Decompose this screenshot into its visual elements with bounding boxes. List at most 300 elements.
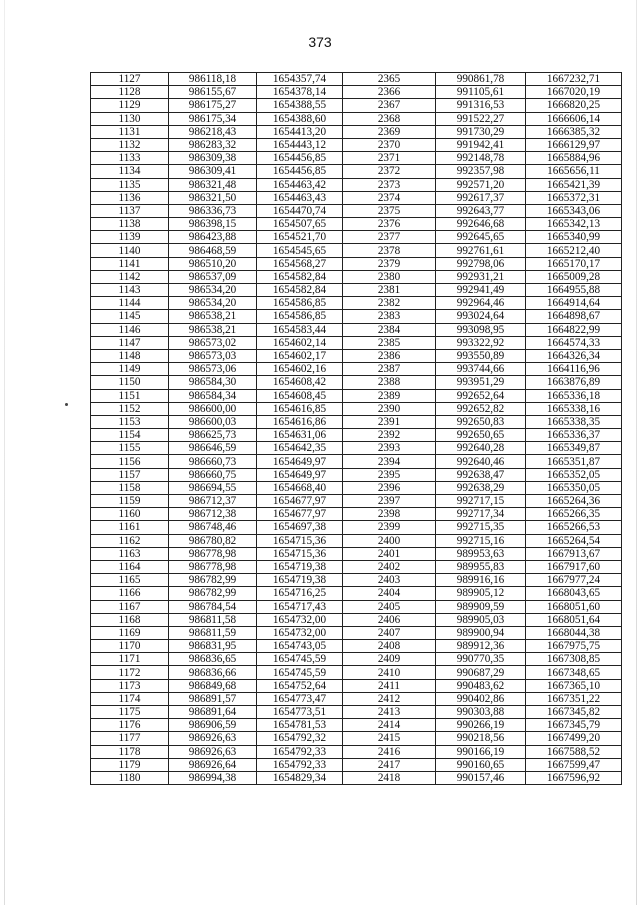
y-coordinate-left-cell: 1654602,16 [257, 363, 343, 376]
x-coordinate-left-cell: 986309,38 [169, 152, 257, 165]
x-coordinate-right-cell: 992715,16 [436, 534, 526, 547]
scan-edge-left [4, 0, 5, 905]
x-coordinate-right-cell: 993951,29 [436, 376, 526, 389]
point-number-left-cell: 1135 [91, 178, 169, 191]
table-row [91, 178, 622, 191]
y-coordinate-right-cell: 1666820,25 [526, 99, 622, 112]
x-coordinate-right-cell: 992617,37 [436, 191, 526, 204]
x-coordinate-left-cell: 986573,02 [169, 336, 257, 349]
table-row [91, 270, 622, 283]
x-coordinate-right-cell: 989905,12 [436, 587, 526, 600]
y-coordinate-right-cell: 1665266,53 [526, 521, 622, 534]
table-row [91, 468, 622, 481]
x-coordinate-left-cell: 986625,73 [169, 429, 257, 442]
y-coordinate-right-cell: 1667917,60 [526, 560, 622, 573]
point-number-left-cell: 1144 [91, 297, 169, 310]
x-coordinate-right-cell: 989912,36 [436, 640, 526, 653]
y-coordinate-right-cell: 1665372,31 [526, 191, 622, 204]
point-number-left-cell: 1147 [91, 336, 169, 349]
y-coordinate-left-cell: 1654649,97 [257, 455, 343, 468]
table-row [91, 521, 622, 534]
point-number-left-cell: 1176 [91, 719, 169, 732]
x-coordinate-right-cell: 992571,20 [436, 178, 526, 191]
y-coordinate-left-cell: 1654456,85 [257, 165, 343, 178]
x-coordinate-left-cell: 986891,57 [169, 692, 257, 705]
point-number-left-cell: 1154 [91, 429, 169, 442]
x-coordinate-right-cell: 990861,78 [436, 73, 526, 86]
point-number-right-cell: 2376 [343, 218, 436, 231]
y-coordinate-left-cell: 1654642,35 [257, 442, 343, 455]
x-coordinate-right-cell: 992761,61 [436, 244, 526, 257]
x-coordinate-left-cell: 986538,21 [169, 310, 257, 323]
y-coordinate-left-cell: 1654582,84 [257, 270, 343, 283]
y-coordinate-left-cell: 1654568,27 [257, 257, 343, 270]
point-number-left-cell: 1143 [91, 284, 169, 297]
point-number-left-cell: 1157 [91, 468, 169, 481]
point-number-left-cell: 1171 [91, 653, 169, 666]
x-coordinate-right-cell: 992931,21 [436, 270, 526, 283]
point-number-right-cell: 2412 [343, 692, 436, 705]
y-coordinate-left-cell: 1654752,64 [257, 679, 343, 692]
x-coordinate-left-cell: 986811,59 [169, 626, 257, 639]
x-coordinate-right-cell: 990303,88 [436, 706, 526, 719]
y-coordinate-right-cell: 1667977,24 [526, 574, 622, 587]
y-coordinate-left-cell: 1654677,97 [257, 508, 343, 521]
x-coordinate-left-cell: 986600,03 [169, 415, 257, 428]
x-coordinate-left-cell: 986926,63 [169, 732, 257, 745]
y-coordinate-right-cell: 1667308,85 [526, 653, 622, 666]
x-coordinate-right-cell: 992638,47 [436, 468, 526, 481]
point-number-right-cell: 2417 [343, 758, 436, 771]
table-row [91, 402, 622, 415]
y-coordinate-left-cell: 1654719,38 [257, 560, 343, 573]
x-coordinate-left-cell: 986811,58 [169, 613, 257, 626]
y-coordinate-left-cell: 1654781,53 [257, 719, 343, 732]
x-coordinate-right-cell: 989900,94 [436, 626, 526, 639]
x-coordinate-right-cell: 992646,68 [436, 218, 526, 231]
point-number-left-cell: 1168 [91, 613, 169, 626]
y-coordinate-right-cell: 1667232,71 [526, 73, 622, 86]
x-coordinate-left-cell: 986538,21 [169, 323, 257, 336]
y-coordinate-right-cell: 1665266,35 [526, 508, 622, 521]
y-coordinate-right-cell: 1667351,22 [526, 692, 622, 705]
x-coordinate-right-cell: 990160,65 [436, 758, 526, 771]
point-number-right-cell: 2378 [343, 244, 436, 257]
table-row [91, 771, 622, 784]
point-number-left-cell: 1148 [91, 349, 169, 362]
table-row [91, 165, 622, 178]
point-number-left-cell: 1155 [91, 442, 169, 455]
point-number-left-cell: 1156 [91, 455, 169, 468]
x-coordinate-left-cell: 986782,99 [169, 574, 257, 587]
y-coordinate-right-cell: 1665656,11 [526, 165, 622, 178]
point-number-left-cell: 1167 [91, 600, 169, 613]
point-number-right-cell: 2387 [343, 363, 436, 376]
y-coordinate-left-cell: 1654608,42 [257, 376, 343, 389]
table-row [91, 560, 622, 573]
x-coordinate-left-cell: 986778,98 [169, 560, 257, 573]
x-coordinate-right-cell: 992148,78 [436, 152, 526, 165]
y-coordinate-right-cell: 1664898,67 [526, 310, 622, 323]
point-number-right-cell: 2375 [343, 204, 436, 217]
x-coordinate-right-cell: 989955,83 [436, 560, 526, 573]
point-number-left-cell: 1132 [91, 138, 169, 151]
y-coordinate-right-cell: 1665342,13 [526, 218, 622, 231]
y-coordinate-left-cell: 1654743,05 [257, 640, 343, 653]
y-coordinate-right-cell: 1667020,19 [526, 86, 622, 99]
point-number-right-cell: 2397 [343, 495, 436, 508]
x-coordinate-left-cell: 986534,20 [169, 284, 257, 297]
x-coordinate-right-cell: 992640,28 [436, 442, 526, 455]
y-coordinate-right-cell: 1665351,87 [526, 455, 622, 468]
point-number-right-cell: 2389 [343, 389, 436, 402]
y-coordinate-left-cell: 1654792,33 [257, 758, 343, 771]
y-coordinate-right-cell: 1664955,88 [526, 284, 622, 297]
point-number-left-cell: 1165 [91, 574, 169, 587]
x-coordinate-left-cell: 986831,95 [169, 640, 257, 653]
x-coordinate-left-cell: 986309,41 [169, 165, 257, 178]
table-row [91, 508, 622, 521]
y-coordinate-left-cell: 1654456,85 [257, 152, 343, 165]
x-coordinate-right-cell: 992715,35 [436, 521, 526, 534]
table-body [91, 73, 622, 785]
point-number-left-cell: 1178 [91, 745, 169, 758]
x-coordinate-left-cell: 986906,59 [169, 719, 257, 732]
y-coordinate-right-cell: 1664914,64 [526, 297, 622, 310]
table-row [91, 138, 622, 151]
x-coordinate-left-cell: 986994,38 [169, 771, 257, 784]
y-coordinate-left-cell: 1654829,34 [257, 771, 343, 784]
x-coordinate-right-cell: 992650,65 [436, 429, 526, 442]
x-coordinate-left-cell: 986836,66 [169, 666, 257, 679]
y-coordinate-right-cell: 1665264,36 [526, 495, 622, 508]
point-number-right-cell: 2416 [343, 745, 436, 758]
y-coordinate-left-cell: 1654583,44 [257, 323, 343, 336]
point-number-left-cell: 1180 [91, 771, 169, 784]
x-coordinate-right-cell: 989916,16 [436, 574, 526, 587]
y-coordinate-left-cell: 1654582,84 [257, 284, 343, 297]
x-coordinate-right-cell: 993744,66 [436, 363, 526, 376]
x-coordinate-right-cell: 992941,49 [436, 284, 526, 297]
y-coordinate-left-cell: 1654732,00 [257, 613, 343, 626]
table-row [91, 587, 622, 600]
point-number-left-cell: 1152 [91, 402, 169, 415]
x-coordinate-left-cell: 986849,68 [169, 679, 257, 692]
table-row [91, 336, 622, 349]
page-number: 373 [308, 34, 332, 50]
y-coordinate-right-cell: 1666385,32 [526, 125, 622, 138]
point-number-left-cell: 1164 [91, 560, 169, 573]
point-number-left-cell: 1158 [91, 481, 169, 494]
point-number-left-cell: 1177 [91, 732, 169, 745]
point-number-right-cell: 2388 [343, 376, 436, 389]
x-coordinate-right-cell: 990770,35 [436, 653, 526, 666]
table-row [91, 692, 622, 705]
x-coordinate-left-cell: 986784,54 [169, 600, 257, 613]
table-row [91, 389, 622, 402]
table-row [91, 653, 622, 666]
x-coordinate-left-cell: 986780,82 [169, 534, 257, 547]
point-number-right-cell: 2369 [343, 125, 436, 138]
y-coordinate-right-cell: 1665350,05 [526, 481, 622, 494]
y-coordinate-left-cell: 1654745,59 [257, 666, 343, 679]
y-coordinate-left-cell: 1654716,25 [257, 587, 343, 600]
x-coordinate-right-cell: 992964,46 [436, 297, 526, 310]
table-row [91, 231, 622, 244]
y-coordinate-right-cell: 1665349,87 [526, 442, 622, 455]
point-number-left-cell: 1149 [91, 363, 169, 376]
coordinates-table [90, 72, 622, 785]
table-row [91, 442, 622, 455]
point-number-right-cell: 2372 [343, 165, 436, 178]
point-number-left-cell: 1131 [91, 125, 169, 138]
x-coordinate-left-cell: 986573,06 [169, 363, 257, 376]
table-row [91, 626, 622, 639]
point-number-right-cell: 2402 [343, 560, 436, 573]
point-number-right-cell: 2371 [343, 152, 436, 165]
point-number-right-cell: 2368 [343, 112, 436, 125]
x-coordinate-left-cell: 986573,03 [169, 349, 257, 362]
x-coordinate-left-cell: 986712,38 [169, 508, 257, 521]
y-coordinate-left-cell: 1654463,43 [257, 191, 343, 204]
table-row [91, 349, 622, 362]
y-coordinate-left-cell: 1654616,85 [257, 402, 343, 415]
table-row [91, 218, 622, 231]
table-row [91, 534, 622, 547]
table-row [91, 481, 622, 494]
x-coordinate-left-cell: 986321,50 [169, 191, 257, 204]
point-number-right-cell: 2394 [343, 455, 436, 468]
table-row [91, 152, 622, 165]
x-coordinate-right-cell: 990266,19 [436, 719, 526, 732]
y-coordinate-right-cell: 1668044,38 [526, 626, 622, 639]
x-coordinate-right-cell: 992645,65 [436, 231, 526, 244]
y-coordinate-right-cell: 1665338,16 [526, 402, 622, 415]
x-coordinate-right-cell: 991942,41 [436, 138, 526, 151]
x-coordinate-right-cell: 992652,82 [436, 402, 526, 415]
point-number-left-cell: 1138 [91, 218, 169, 231]
y-coordinate-left-cell: 1654719,38 [257, 574, 343, 587]
y-coordinate-right-cell: 1665352,05 [526, 468, 622, 481]
y-coordinate-right-cell: 1665338,35 [526, 415, 622, 428]
x-coordinate-right-cell: 992357,98 [436, 165, 526, 178]
x-coordinate-left-cell: 986646,59 [169, 442, 257, 455]
table-row [91, 495, 622, 508]
table-row [91, 679, 622, 692]
point-number-right-cell: 2377 [343, 231, 436, 244]
y-coordinate-left-cell: 1654602,17 [257, 349, 343, 362]
point-number-left-cell: 1159 [91, 495, 169, 508]
x-coordinate-right-cell: 990166,19 [436, 745, 526, 758]
x-coordinate-left-cell: 986118,18 [169, 73, 257, 86]
y-coordinate-right-cell: 1666606,14 [526, 112, 622, 125]
y-coordinate-right-cell: 1667348,65 [526, 666, 622, 679]
point-number-left-cell: 1161 [91, 521, 169, 534]
y-coordinate-right-cell: 1667596,92 [526, 771, 622, 784]
x-coordinate-right-cell: 992717,15 [436, 495, 526, 508]
y-coordinate-right-cell: 1665009,28 [526, 270, 622, 283]
table-row [91, 666, 622, 679]
x-coordinate-left-cell: 986468,59 [169, 244, 257, 257]
x-coordinate-left-cell: 986321,48 [169, 178, 257, 191]
x-coordinate-right-cell: 989909,59 [436, 600, 526, 613]
x-coordinate-left-cell: 986660,75 [169, 468, 257, 481]
x-coordinate-right-cell: 992640,46 [436, 455, 526, 468]
y-coordinate-left-cell: 1654616,86 [257, 415, 343, 428]
point-number-left-cell: 1166 [91, 587, 169, 600]
x-coordinate-left-cell: 986694,55 [169, 481, 257, 494]
x-coordinate-left-cell: 986891,64 [169, 706, 257, 719]
point-number-left-cell: 1179 [91, 758, 169, 771]
point-number-right-cell: 2403 [343, 574, 436, 587]
point-number-right-cell: 2406 [343, 613, 436, 626]
y-coordinate-left-cell: 1654745,59 [257, 653, 343, 666]
point-number-right-cell: 2396 [343, 481, 436, 494]
y-coordinate-right-cell: 1665170,17 [526, 257, 622, 270]
y-coordinate-right-cell: 1665340,99 [526, 231, 622, 244]
stray-mark [65, 403, 68, 406]
x-coordinate-left-cell: 986778,98 [169, 547, 257, 560]
x-coordinate-right-cell: 993550,89 [436, 349, 526, 362]
point-number-left-cell: 1153 [91, 415, 169, 428]
table-row [91, 415, 622, 428]
y-coordinate-left-cell: 1654470,74 [257, 204, 343, 217]
point-number-left-cell: 1142 [91, 270, 169, 283]
y-coordinate-right-cell: 1665212,40 [526, 244, 622, 257]
point-number-left-cell: 1162 [91, 534, 169, 547]
point-number-right-cell: 2379 [343, 257, 436, 270]
y-coordinate-right-cell: 1668051,60 [526, 600, 622, 613]
x-coordinate-left-cell: 986782,99 [169, 587, 257, 600]
y-coordinate-left-cell: 1654792,32 [257, 732, 343, 745]
y-coordinate-left-cell: 1654668,40 [257, 481, 343, 494]
x-coordinate-right-cell: 990483,62 [436, 679, 526, 692]
y-coordinate-right-cell: 1665336,37 [526, 429, 622, 442]
table-row [91, 125, 622, 138]
point-number-right-cell: 2415 [343, 732, 436, 745]
y-coordinate-right-cell: 1664574,33 [526, 336, 622, 349]
point-number-left-cell: 1136 [91, 191, 169, 204]
y-coordinate-right-cell: 1667975,75 [526, 640, 622, 653]
y-coordinate-right-cell: 1667599,47 [526, 758, 622, 771]
y-coordinate-left-cell: 1654608,45 [257, 389, 343, 402]
x-coordinate-left-cell: 986155,67 [169, 86, 257, 99]
point-number-left-cell: 1163 [91, 547, 169, 560]
y-coordinate-left-cell: 1654586,85 [257, 310, 343, 323]
y-coordinate-left-cell: 1654649,97 [257, 468, 343, 481]
x-coordinate-left-cell: 986748,46 [169, 521, 257, 534]
point-number-right-cell: 2393 [343, 442, 436, 455]
x-coordinate-left-cell: 986175,27 [169, 99, 257, 112]
point-number-right-cell: 2409 [343, 653, 436, 666]
x-coordinate-left-cell: 986510,20 [169, 257, 257, 270]
point-number-right-cell: 2418 [343, 771, 436, 784]
x-coordinate-left-cell: 986584,34 [169, 389, 257, 402]
table-row [91, 99, 622, 112]
point-number-right-cell: 2374 [343, 191, 436, 204]
point-number-left-cell: 1160 [91, 508, 169, 521]
point-number-left-cell: 1141 [91, 257, 169, 270]
point-number-right-cell: 2414 [343, 719, 436, 732]
table-row [91, 310, 622, 323]
table-row [91, 363, 622, 376]
x-coordinate-right-cell: 992652,64 [436, 389, 526, 402]
point-number-left-cell: 1128 [91, 86, 169, 99]
x-coordinate-right-cell: 990157,46 [436, 771, 526, 784]
x-coordinate-right-cell: 991522,27 [436, 112, 526, 125]
y-coordinate-left-cell: 1654378,14 [257, 86, 343, 99]
point-number-right-cell: 2405 [343, 600, 436, 613]
table-row [91, 706, 622, 719]
y-coordinate-left-cell: 1654697,38 [257, 521, 343, 534]
point-number-left-cell: 1145 [91, 310, 169, 323]
table-row [91, 574, 622, 587]
table-row [91, 758, 622, 771]
point-number-right-cell: 2410 [343, 666, 436, 679]
x-coordinate-left-cell: 986926,63 [169, 745, 257, 758]
y-coordinate-right-cell: 1668043,65 [526, 587, 622, 600]
point-number-left-cell: 1139 [91, 231, 169, 244]
y-coordinate-right-cell: 1667345,82 [526, 706, 622, 719]
x-coordinate-left-cell: 986584,30 [169, 376, 257, 389]
y-coordinate-right-cell: 1667365,10 [526, 679, 622, 692]
table-row [91, 745, 622, 758]
y-coordinate-left-cell: 1654715,36 [257, 547, 343, 560]
point-number-right-cell: 2366 [343, 86, 436, 99]
point-number-right-cell: 2391 [343, 415, 436, 428]
coordinates-table-container [90, 72, 621, 785]
x-coordinate-left-cell: 986534,20 [169, 297, 257, 310]
table-row [91, 323, 622, 336]
point-number-right-cell: 2384 [343, 323, 436, 336]
y-coordinate-left-cell: 1654773,47 [257, 692, 343, 705]
y-coordinate-right-cell: 1664822,99 [526, 323, 622, 336]
x-coordinate-left-cell: 986336,73 [169, 204, 257, 217]
x-coordinate-right-cell: 993098,95 [436, 323, 526, 336]
x-coordinate-left-cell: 986423,88 [169, 231, 257, 244]
x-coordinate-left-cell: 986926,64 [169, 758, 257, 771]
point-number-right-cell: 2400 [343, 534, 436, 547]
table-row [91, 257, 622, 270]
point-number-left-cell: 1174 [91, 692, 169, 705]
y-coordinate-right-cell: 1667345,79 [526, 719, 622, 732]
x-coordinate-right-cell: 990687,29 [436, 666, 526, 679]
point-number-right-cell: 2365 [343, 73, 436, 86]
point-number-right-cell: 2373 [343, 178, 436, 191]
x-coordinate-right-cell: 992643,77 [436, 204, 526, 217]
x-coordinate-right-cell: 992798,06 [436, 257, 526, 270]
point-number-right-cell: 2411 [343, 679, 436, 692]
table-row [91, 376, 622, 389]
y-coordinate-right-cell: 1665264,54 [526, 534, 622, 547]
table-row [91, 600, 622, 613]
x-coordinate-right-cell: 992638,29 [436, 481, 526, 494]
table-row [91, 191, 622, 204]
table-row [91, 86, 622, 99]
table-row [91, 73, 622, 86]
x-coordinate-left-cell: 986712,37 [169, 495, 257, 508]
point-number-left-cell: 1137 [91, 204, 169, 217]
y-coordinate-right-cell: 1667588,52 [526, 745, 622, 758]
x-coordinate-right-cell: 990218,56 [436, 732, 526, 745]
point-number-right-cell: 2380 [343, 270, 436, 283]
point-number-right-cell: 2395 [343, 468, 436, 481]
y-coordinate-right-cell: 1663876,89 [526, 376, 622, 389]
x-coordinate-right-cell: 991105,61 [436, 86, 526, 99]
x-coordinate-right-cell: 993322,92 [436, 336, 526, 349]
table-row [91, 297, 622, 310]
x-coordinate-left-cell: 986218,43 [169, 125, 257, 138]
